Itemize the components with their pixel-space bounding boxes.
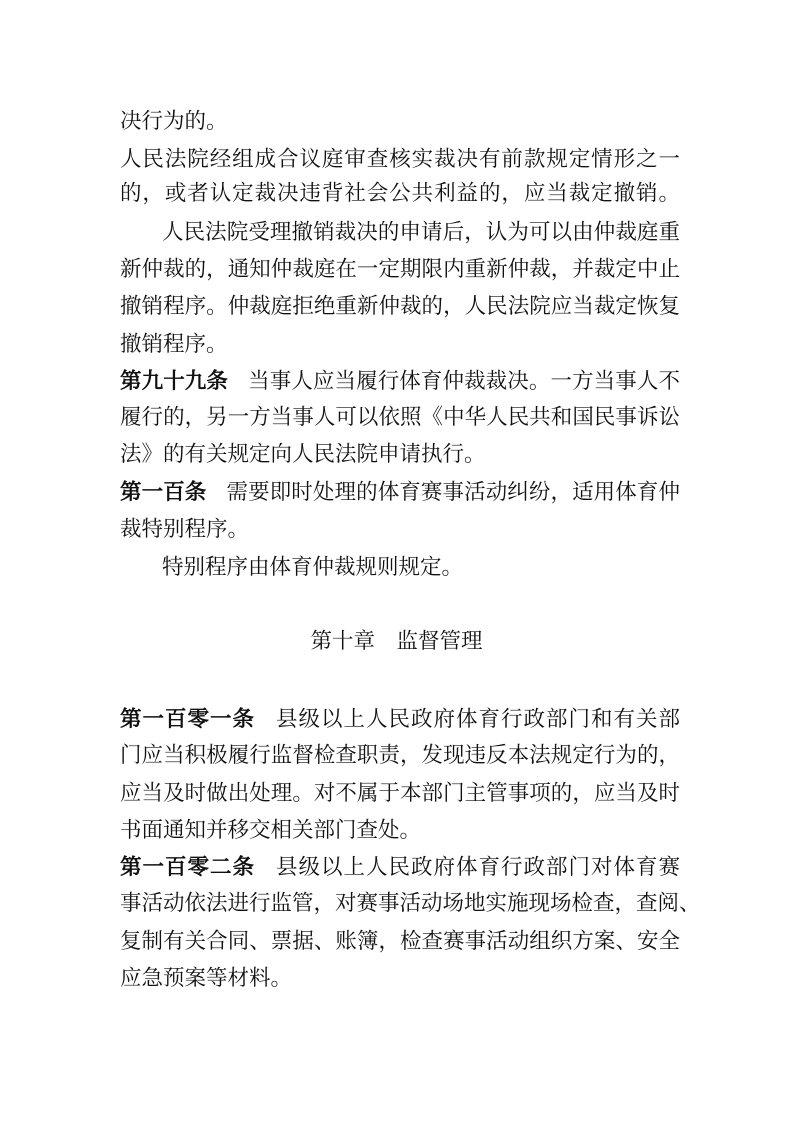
chapter-heading: 第十章 监督管理 (310, 629, 483, 654)
text-line: 撤销程序。 (120, 332, 228, 357)
text-line: 的，或者认定裁决违背社会公共利益的，应当裁定撤销。 (120, 181, 680, 206)
article-100-line (120, 475, 680, 511)
article-100-text: 需要即时处理的体育赛事活动纠纷，适用体育仲 (226, 480, 680, 505)
article-101-text: 县级以上人民政府体育行政部门和有关部 (275, 707, 680, 732)
article-102-text: 县级以上人民政府体育行政部门对体育赛 (275, 855, 680, 880)
text-line: 法》的有关规定向人民法院申请执行。 (120, 442, 486, 467)
text-line: 事活动依法进行监管，对赛事活动场地实施现场检查，查阅、 (120, 891, 701, 916)
article-101-title: 第一百零一条 (120, 707, 255, 732)
text-line: 撤销程序。仲裁庭拒绝重新仲裁的，人民法院应当裁定恢复 (120, 294, 680, 319)
text-line: 人民法院受理撤销裁决的申请后，认为可以由仲裁庭重 (162, 220, 680, 245)
text-line: 新仲裁的，通知仲裁庭在一定期限内重新仲裁，并裁定中止 (120, 257, 680, 282)
article-102-title: 第一百零二条 (120, 855, 255, 880)
text-line: 复制有关合同、票据、账簿，检查赛事活动组织方案、安全 (120, 929, 680, 954)
text-line: 裁特别程序。 (120, 517, 250, 542)
text-line: 特别程序由体育仲裁规则规定。 (162, 555, 464, 580)
text-line: 书面通知并移交相关部门查处。 (120, 818, 422, 843)
text-line: 门应当积极履行监督检查职责，发现违反本法规定行为的， (120, 743, 680, 768)
article-100-title: 第一百条 (120, 480, 207, 505)
article-99-title: 第九十九条 (120, 369, 228, 394)
text-line: 履行的，另一方当事人可以依照《中华人民共和国民事诉讼 (120, 405, 680, 430)
text-line: 应急预案等材料。 (120, 966, 293, 991)
article-101-line (120, 702, 680, 738)
text-line: 决行为的。 (120, 109, 228, 134)
text-line: 应当及时做出处理。对不属于本部门主管事项的，应当及时 (120, 781, 680, 806)
text-line: 人民法院经组成合议庭审查核实裁决有前款规定情形之一 (120, 147, 680, 172)
article-99-line (120, 364, 680, 400)
article-99-text: 当事人应当履行体育仲裁裁决。一方当事人不 (248, 369, 680, 394)
article-102-line (120, 850, 680, 886)
